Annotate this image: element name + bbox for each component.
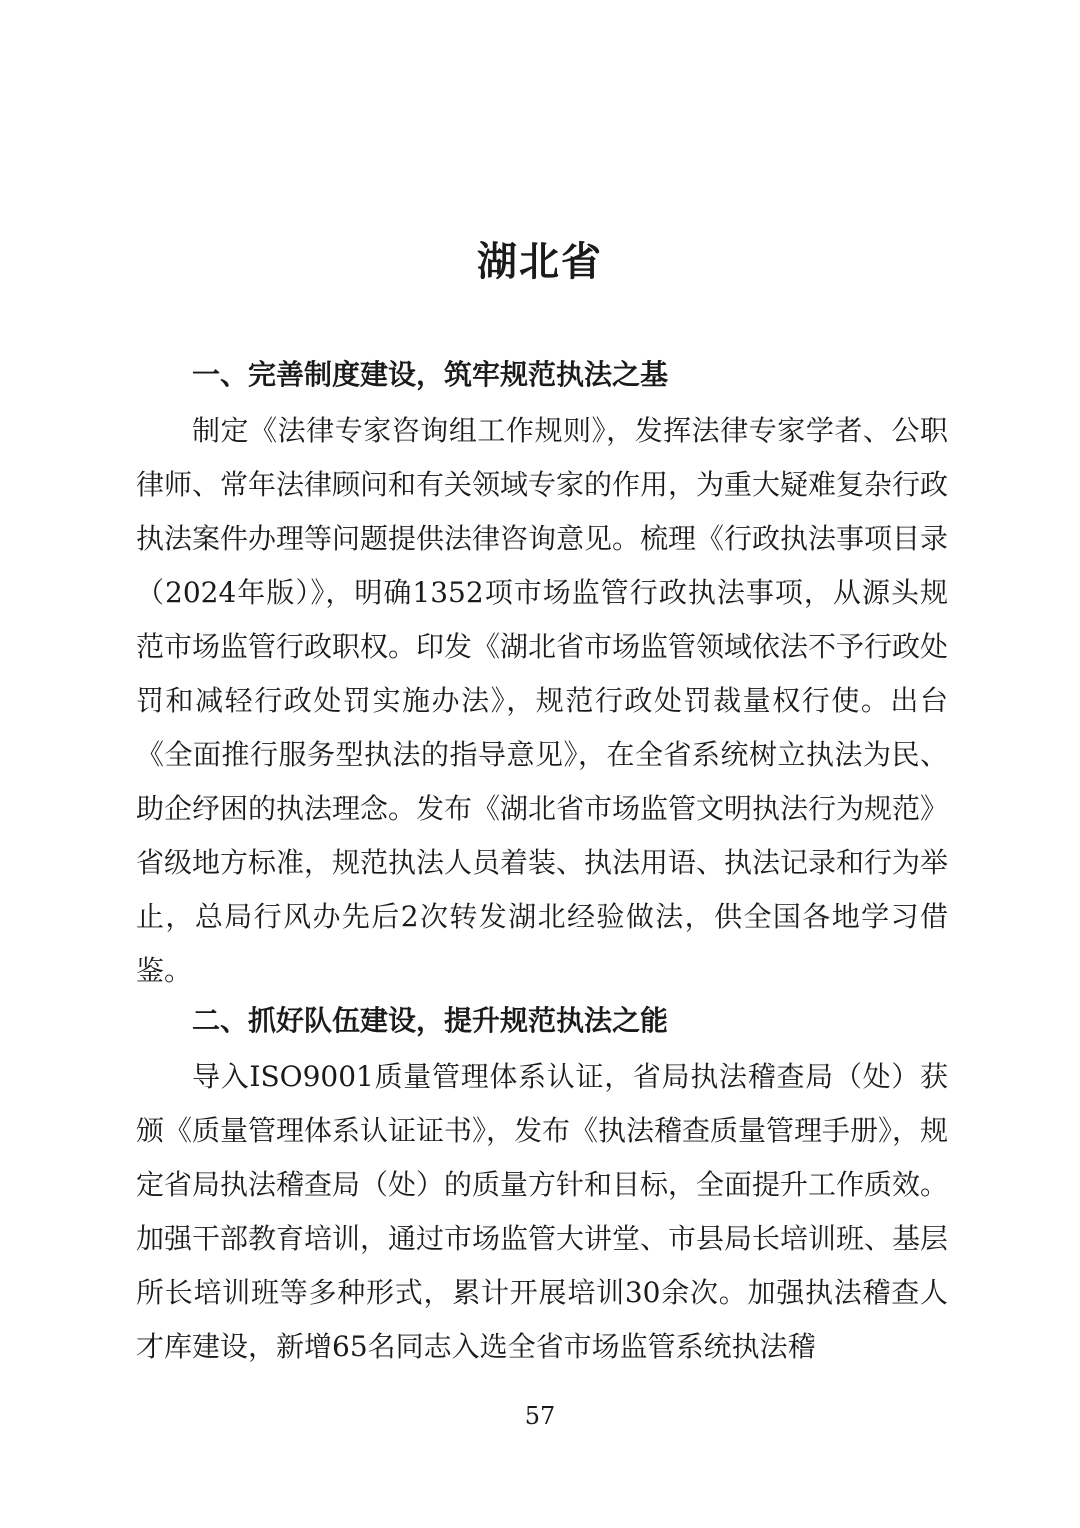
- section-heading-2: 二、抓好队伍建设，提升规范执法之能: [192, 1004, 669, 1037]
- page-number: 57: [524, 1402, 556, 1430]
- section-heading-1: 一、完善制度建设，筑牢规范执法之基: [192, 358, 669, 391]
- page-title: 湖北省: [477, 239, 603, 285]
- section-1-paragraph: 制定《法律专家咨询组工作规则》，发挥法律专家学者、公职律师、常年法律顾问和有关领域专家的作用，为重大疑难复杂行政执法案件办理等问题提供法律咨询意见。梳理《行政执法事项目录（2024年版）》，明确1352项市场监管行政执法事项，从源头规范市场监管行政职权。印发《湖北省市场监管领域依法不予行政处罚和减轻行政处罚实施办法》，规范行政处罚裁量权行使。出台《全面推行服务型执法的指导意见》，在全省系统树立执法为民、助企纾困的执法理念。发布《湖北省市场监管文明执法行为规范》省级地方标准，规范执法人员着装、执法用语、执法记录和行为举止，总局行风办先后2次转发湖北经验做法，供全国各地学习借鉴。: [136, 414, 949, 987]
- section-2-paragraph: 导入ISO9001质量管理体系认证，省局执法稽查局（处）获颁《质量管理体系认证证书》，发布《执法稽查质量管理手册》，规定省局执法稽查局（处）的质量方针和目标，全面提升工作质效。加强干部教育培训，通过市场监管大讲堂、市县局长培训班、基层所长培训班等多种形式，累计开展培训30余次。加强执法稽查人才库建设，新增65名同志入选全省市场监管系统执法稽: [136, 1060, 949, 1363]
